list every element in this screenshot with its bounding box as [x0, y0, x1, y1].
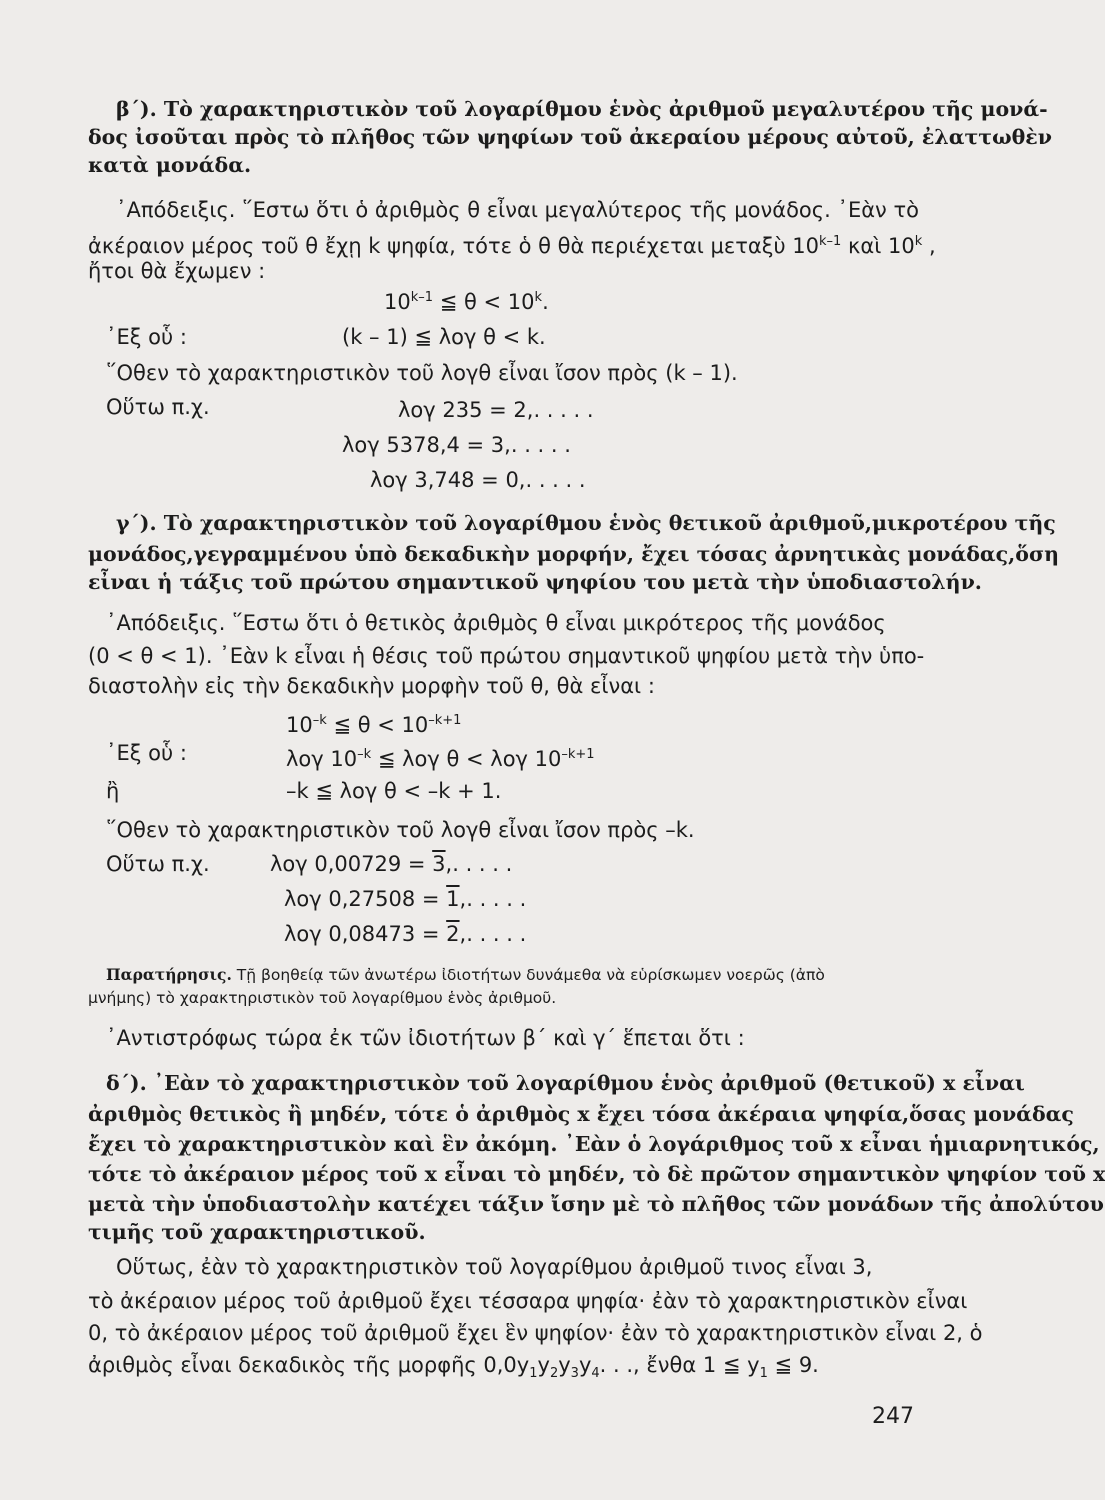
section-d-heading-line-1: δ΄). ᾿Εὰν τὸ χαρακτηριστικὸν τοῦ λογαρίθμου ἑνὸς ἀριθμοῦ (θετικοῦ) x εἶναι [106, 1071, 1025, 1095]
section-c-proof-line-2: (0 < θ < 1). ᾿Εὰν k εἶναι ἡ θέσις τοῦ πρώτου σημαντικοῦ ψηφίου μετὰ τὴν ὑπο- [88, 644, 925, 668]
section-d-para-line-2: τὸ ἀκέραιον μέρος τοῦ ἀριθμοῦ ἔχει τέσσαρα ψηφία· ἐὰν τὸ χαρακτηριστικὸν εἶναι [88, 1289, 968, 1313]
section-d-para-line-3: 0, τὸ ἀκέραιον μέρος τοῦ ἀριθμοῦ ἔχει ἓν ψηφίον· ἐὰν τὸ χαρακτηριστικὸν εἶναι 2, ὁ [88, 1321, 983, 1345]
section-c-or-label: ἢ [106, 779, 120, 803]
section-c-inequality-3: –k ≦ λογ θ < –k + 1. [286, 779, 502, 803]
section-b-proof-line-3: ἤτοι θὰ ἔχωμεν : [88, 259, 266, 283]
section-c-proof-line-3: διαστολὴν εἰς τὴν δεκαδικὴν μορφὴν τοῦ θ, θὰ εἶναι : [88, 674, 655, 698]
section-d-heading-line-5: μετὰ τὴν ὑποδιαστολὴν κατέχει τάξιν ἴσην μὲ τὸ πλῆθος τῶν μονάδων τῆς ἀπολύτου [88, 1192, 1104, 1216]
remark-line-1: Παρατήρησις. Τῇ βοηθείᾳ τῶν ἀνωτέρω ἰδιοτήτων δυνάμεθα νὰ εὑρίσκωμεν νοερῶς (ἀπὸ [106, 965, 825, 984]
section-b-heading-line-1: β΄). Τὸ χαρακτηριστικὸν τοῦ λογαρίθμου ἑνὸς ἀριθμοῦ μεγαλυτέρου τῆς μονά- [116, 97, 1048, 121]
section-d-para-line-1: Οὕτως, ἐὰν τὸ χαρακτηριστικὸν τοῦ λογαρίθμου ἀριθμοῦ τινος εἶναι 3, [116, 1255, 873, 1279]
section-b-proof-line-1: ᾿Απόδειξις. ῞Εστω ὅτι ὁ ἀριθμὸς θ εἶναι μεγαλύτερος τῆς μονάδος. ᾿Εὰν τὸ [116, 198, 919, 222]
section-c-example-label: Οὕτω π.χ. [106, 852, 210, 876]
section-b-proof-line-2: ἀκέραιον μέρος τοῦ θ ἔχῃ k ψηφία, τότε ὁ θ θὰ περιέχεται μεταξὺ 10$^{k-1}$ καὶ 10$^k$ , [88, 234, 936, 258]
section-b-inequality-2: (k – 1) ≦ λογ θ < k. [342, 325, 546, 349]
section-b-heading-line-2: δος ἰσοῦται πρὸς τὸ πλῆθος τῶν ψηφίων τοῦ ἀκεραίου μέρους αὐτοῦ, ἐλαττωθὲν [88, 125, 1052, 149]
section-d-heading-line-4: τότε τὸ ἀκέραιον μέρος τοῦ x εἶναι τὸ μηδέν, τὸ δὲ πρῶτον σημαντικὸν ψηφίον τοῦ x [88, 1162, 1105, 1186]
section-c-example-1: λογ 0,00729 = 3,. . . . . [270, 852, 513, 876]
section-b-conclusion: ῞Οθεν τὸ χαρακτηριστικὸν τοῦ λογθ εἶναι ἴσον πρὸς (k – 1). [106, 361, 738, 385]
section-b-example-3: λογ 3,748 = 0,. . . . . [370, 468, 586, 492]
section-c-proof-line-1: ᾿Απόδειξις. ῞Εστω ὅτι ὁ θετικὸς ἀριθμὸς θ εἶναι μικρότερος τῆς μονάδος [106, 611, 886, 635]
section-b-example-2: λογ 5378,4 = 3,. . . . . [342, 433, 571, 457]
section-c-inequality-1: $10^{-k}$ ≦ $\theta < 10^{-k+1}$ [286, 713, 462, 737]
section-b-ex-label: ᾿Εξ οὗ : [106, 325, 187, 349]
remark-line-2: μνήμης) τὸ χαρακτηριστικὸν τοῦ λογαρίθμου ἑνὸς ἀριθμοῦ. [88, 989, 557, 1007]
section-c-example-3: λογ 0,08473 = 2,. . . . . [284, 922, 527, 946]
section-c-heading-line-2: μονάδος,γεγραμμένου ὑπὸ δεκαδικὴν μορφήν, ἔχει τόσας ἀρνητικὰς μονάδας,ὅση [88, 542, 1059, 566]
section-c-heading-line-3: εἶναι ἡ τάξις τοῦ πρώτου σημαντικοῦ ψηφίου του μετὰ τὴν ὑποδιαστολήν. [88, 570, 982, 594]
section-d-heading-line-6: τιμῆς τοῦ χαρακτηριστικοῦ. [88, 1220, 426, 1244]
section-c-inequality-2: λογ $10^{-k}$ ≦ λογ θ < λογ $10^{-k+1}$ [286, 747, 595, 771]
section-c-heading-line-1: γ΄). Τὸ χαρακτηριστικὸν τοῦ λογαρίθμου ἑνὸς θετικοῦ ἀριθμοῦ,μικροτέρου τῆς [116, 511, 1056, 535]
page-number: 247 [872, 1404, 914, 1429]
section-d-heading-line-3: ἔχει τὸ χαρακτηριστικὸν καὶ ἓν ἀκόμη. ᾿Εὰν ὁ λογάριθμος τοῦ x εἶναι ἡμιαρνητικός, [88, 1132, 1100, 1156]
section-d-heading-line-2: ἀριθμὸς θετικὸς ἢ μηδέν, τότε ὁ ἀριθμὸς x ἔχει τόσα ἀκέραια ψηφία,ὅσας μονάδας [88, 1102, 1074, 1126]
section-d-para-line-4: ἀριθμὸς εἶναι δεκαδικὸς τῆς μορφῆς $0,0y_1y_2y_3y_4$. . ., ἔνθα 1 ≦ $y_1$ ≦ 9. [88, 1353, 819, 1382]
section-b-heading-line-3: κατὰ μονάδα. [88, 153, 252, 177]
section-b-example-label: Οὕτω π.χ. [106, 395, 210, 419]
section-b-inequality-1: 10$^{k-1}$ ≦ $\theta < 10^k$. [384, 290, 549, 314]
section-c-conclusion: ῞Οθεν τὸ χαρακτηριστικὸν τοῦ λογθ εἶναι ἴσον πρὸς –k. [106, 818, 695, 842]
converse-statement: ᾿Αντιστρόφως τώρα ἐκ τῶν ἰδιοτήτων β΄ καὶ γ΄ ἕπεται ὅτι : [106, 1026, 745, 1050]
section-c-example-2: λογ 0,27508 = 1,. . . . . [284, 887, 527, 911]
section-b-example-1: λογ 235 = 2,. . . . . [398, 398, 594, 422]
section-c-ex-label: ᾿Εξ οὗ : [106, 741, 187, 765]
